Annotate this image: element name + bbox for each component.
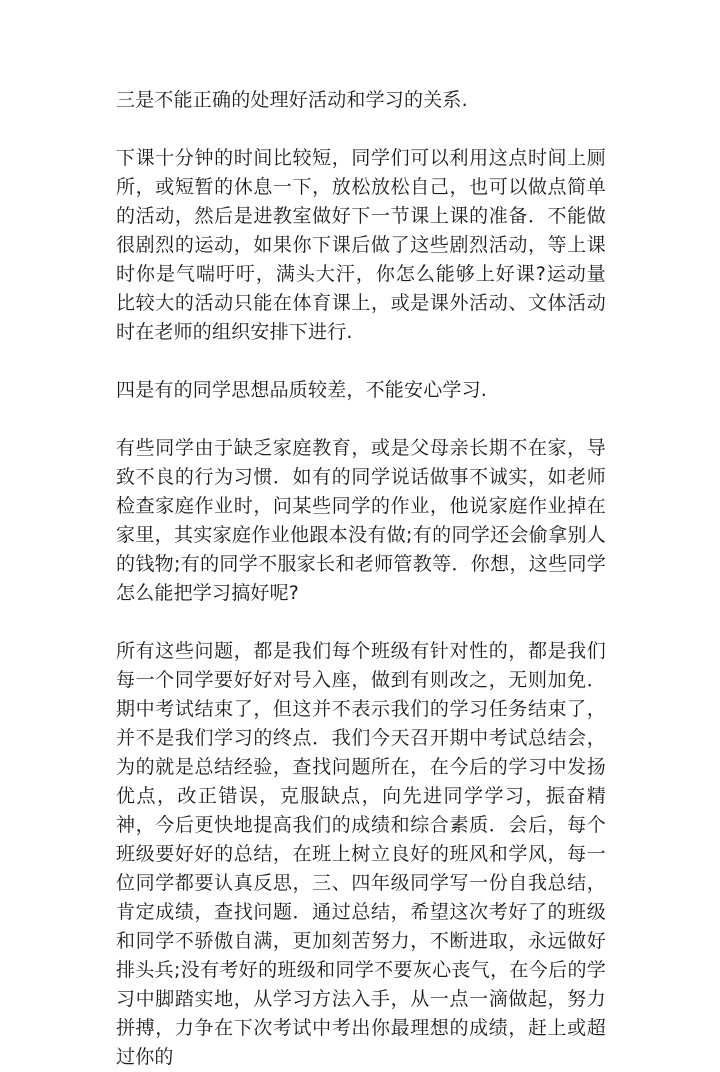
paragraph-summary: 所有这些问题，都是我们每个班级有针对性的，都是我们每一个同学要好好对号入座，做到有则改之，无则加免．期中考试结束了，但这并不表示我们的学习任务结束了，并不是我们学习的终点．我们今天召开期中考试总结会，为的就是总结经验，查找问题所在，在今后的学习中发扬优点，改正错误，克服缺点，向先进同学学习，振奋精神，今后更快地提高我们的成绩和综合素质．会后，每个班级要好好的总结，在班上树立良好的班风和学风，每一位同学都要认真反思，三、四年级同学写一份自我总结，肯定成绩，查找问题．通过总结，希望这次考好了的班级和同学不骄傲自满，更加刻苦努力，不断进取，永远做好排头兵;没有考好的班级和同学不要灰心丧气，在今后的学习中脚踏实地，从学习方法入手，从一点一滴做起，努力拼搏，力争在下次考试中考出你最理想的成绩，赶上或超过你的: [116, 640, 606, 1068]
paragraph-heading-four: 四是有的同学思想品质较差，不能安心学习.: [116, 379, 488, 401]
document-body: [116, 86, 606, 1072]
paragraph-bad-habits: 有些同学由于缺乏家庭教育，或是父母亲长期不在家，导致不良的行为习惯．如有的同学说话做事不诚实，如老师检查家庭作业时，问某些同学的作业，他说家庭作业掉在家里，其实家庭作业他跟本没有做;有的同学还会偷拿别人的钱物;有的同学不服家长和老师管教等．你想，这些同学怎么能把学习搞好呢?: [116, 437, 606, 604]
paragraph-break-activities: 下课十分钟的时间比较短，同学们可以利用这点时间上厕所，或短暂的休息一下，放松放松自己，也可以做点简单的活动，然后是进教室做好下一节课上课的准备．不能做很剧烈的运动，如果你下课后做了这些剧烈活动，等上课时你是气喘吁吁，满头大汗，你怎么能够上好课?运动量比较大的活动只能在体育课上，或是课外活动、文体活动时在老师的组织安排下进行.: [116, 147, 606, 343]
paragraph-heading-three: 三是不能正确的处理好活动和学习的关系.: [116, 89, 468, 111]
